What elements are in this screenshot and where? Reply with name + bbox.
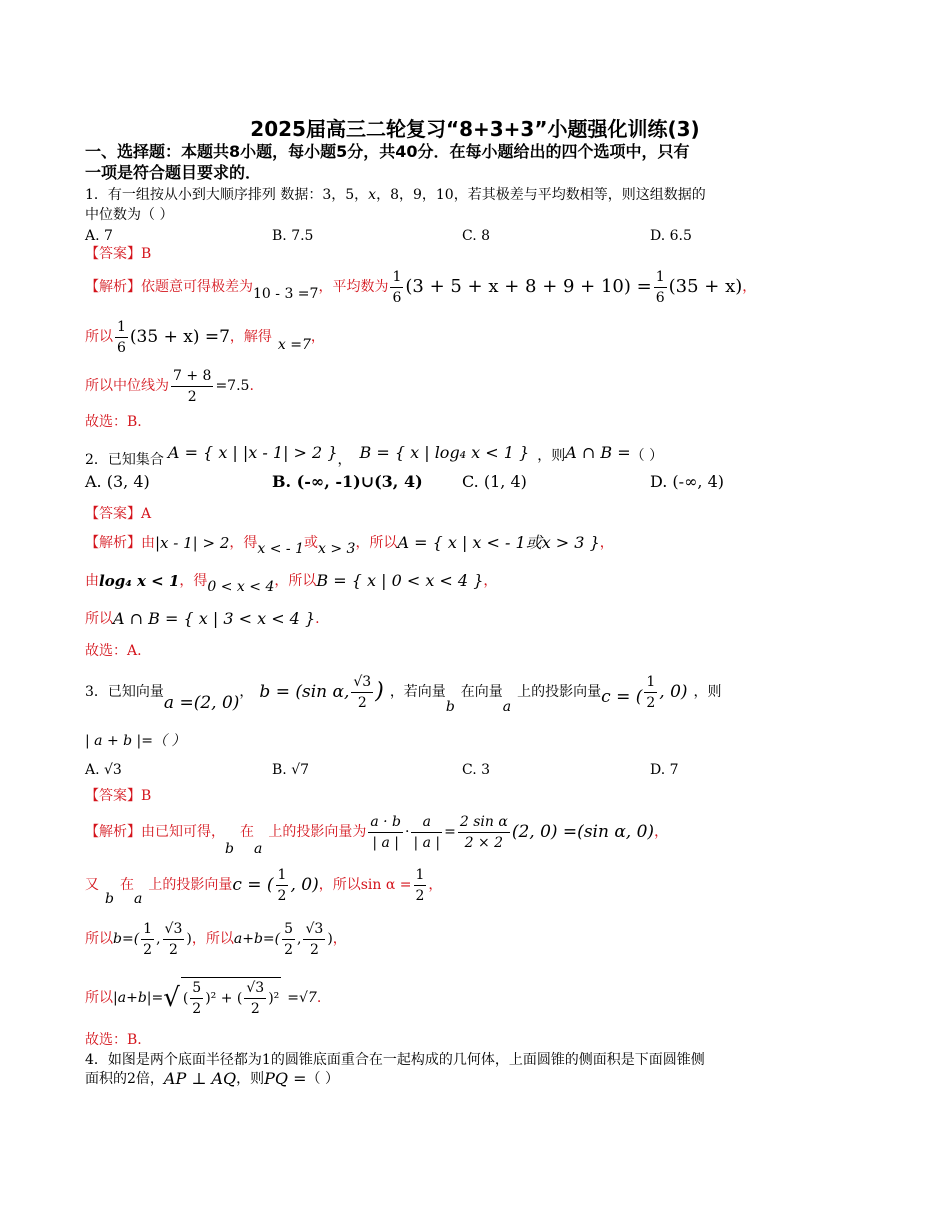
q2-solution-line1: 【解析】由 |x - 1| > 2 ，得 x < - 1 或 x > 3 ，所以 A = { x | x < - 1或x > 3 } ， [85,533,614,557]
q2-option-a: A. (3, 4) [85,472,150,491]
q1-solution-line2: 所以 $\frac{1}{6}$ (35 + x) =7 ，解得 x =7 ， [85,318,325,356]
q2-answer: 【答案】A [85,506,152,522]
q1-option-b: B. 7.5 [272,228,314,244]
q1-answer: 【答案】B [85,246,152,262]
q1-option-d: D. 6.5 [650,228,692,244]
q1-option-a: A. 7 [85,228,113,244]
q3-stem: 3．已知向量 a =(2, 0) ， b = (sin α, $\frac{√3}{2}$ ) ，若向量 b 在向量 a 上的投影向量 c = ( $\frac{1}{2}$ , 0) ，则 [85,673,722,715]
q4-stem-line1: 4．如图是两个底面半径都为1的圆锥底面重合在一起构成的几何体，上面圆锥的侧面积是下面圆锥侧 [85,1052,705,1068]
q4-stem-line2: 面积的2倍， AP ⊥ AQ ，则 PQ = （ ） [85,1069,339,1088]
q2-option-b: B. (-∞, -1)∪(3, 4) [272,472,423,491]
q1-solution-line1: 【解析】依题意可得极差为 10 - 3 =7 ，平均数为 $\frac{1}{6}$ (3 + 5 + x + 8 + 9 + 10) = $\frac{1}{6}$ (35 + x) ， [85,268,757,306]
q1-stem-line2: 中位数为（ ） [85,207,174,223]
q3-option-c: C. 3 [462,762,491,778]
q2-stem: 2．已知集合 A = { x | |x - 1| > 2 } ， B = { x | log₄ x < 1 } ，则 A ∩ B = （ ） [85,443,664,468]
q3-solution-line3: 所以 b =( $\frac{1}{2}$ , $\frac{√3}{2}$ ) ，所以 a + b =( $\frac{5}{2}$ , $\frac{√3}{2}$ ) ， [85,920,347,958]
q3-answer: 【答案】B [85,788,152,804]
q1-stem: 1．有一组按从小到大顺序排列 数据：3，5，x，8，9，10，若其极差与平均数相等，则这组数据的 [85,187,706,203]
q3-choice: 故选：B. [85,1032,142,1048]
q3-option-a: A. √3 [85,762,122,778]
q3-option-b: B. √7 [272,762,310,778]
q3-solution-line2: 又 b 在 a 上的投影向量 c = ( $\frac{1}{2}$ , 0) ，所以sin α = $\frac{1}{2}$ ， [85,866,443,907]
q2-solution-line2: 由 log₄ x < 1 ，得 0 < x < 4 ，所以 B = { x | 0 < x < 4 } ， [85,571,498,595]
q1-option-c: C. 8 [462,228,491,244]
q3-solution-line4: 所以 | a + b |= √ ( $\frac{5}{2}$ )² + ( $\frac{√3}{2}$ )² =√7 . [85,970,321,1026]
page-title: 2025届高三二轮复习“8+3+3”小题强化训练(3) [250,117,700,141]
q2-option-d: D. (-∞, 4) [650,472,724,491]
q1-solution-line3: 所以中位线为 $\frac{7 + 8}{2}$ =7.5 . [85,367,254,405]
q2-option-c: C. (1, 4) [462,472,527,491]
section-heading: 一、选择题：本题共8小题，每小题5分，共40分．在每小题给出的四个选项中，只有 一项是符合题目要求的． [85,142,690,182]
q3-solution-line1: 【解析】由已知可得， b 在 a 上的投影向量为 $\frac{a \cdot b}{| a |}$ · $\frac{a}{| a |}$ = $\frac{\text{2 sin α}}{2 \times 2}$ (2, 0) =(sin α, 0) ， [85,813,669,857]
q3-ask: | a + b |=（ ） [85,733,186,749]
q2-solution-line3: 所以 A ∩ B = { x | 3 < x < 4 } . [85,609,320,628]
q2-choice: 故选：A. [85,643,142,659]
q1-choice: 故选：B. [85,414,142,430]
q3-option-d: D. 7 [650,762,679,778]
